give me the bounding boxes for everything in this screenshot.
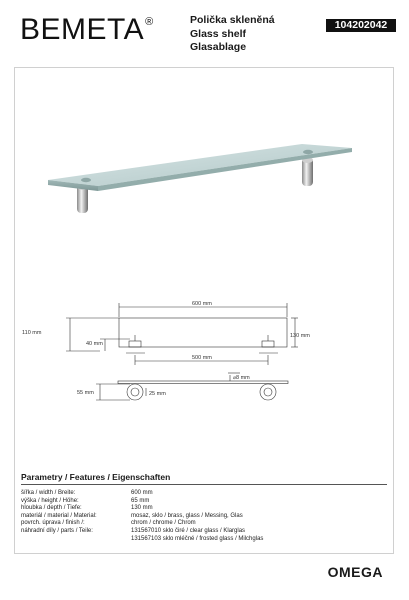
glass-thickness-label: 8 mm bbox=[236, 375, 250, 381]
product-titles bbox=[190, 14, 275, 55]
param-label: hloubka / depth / Tiefe: bbox=[21, 505, 82, 512]
title-english: Glass shelf bbox=[190, 27, 247, 40]
title-german: Glasablage bbox=[190, 41, 247, 53]
registered-mark: ® bbox=[145, 16, 154, 28]
left-cap bbox=[81, 178, 91, 182]
inner-diameter-label: 25 mm bbox=[149, 391, 166, 397]
param-label: náhradní díly / parts / Teile: bbox=[21, 527, 93, 534]
param-label: výška / height / Höhe: bbox=[21, 497, 79, 504]
product-photo bbox=[40, 130, 370, 230]
diameter-symbol: ⌀ bbox=[233, 375, 237, 381]
product-code-badge: 104202042 bbox=[326, 19, 396, 32]
param-value: 130 mm bbox=[131, 505, 153, 512]
offset-dimension-label: 40 mm bbox=[86, 341, 103, 347]
param-value: 600 mm bbox=[131, 490, 153, 496]
right-bracket bbox=[302, 157, 313, 186]
parameters-title: Parametry / Features / Eigenschaften bbox=[21, 472, 171, 482]
param-value: mosaz, sklo / brass, glass / Messing, Glas bbox=[131, 512, 243, 519]
param-label: materiál / material / Material: bbox=[21, 512, 97, 519]
technical-drawing bbox=[0, 295, 409, 410]
width-dimension-label: 600 mm bbox=[192, 301, 212, 307]
parameters-divider bbox=[21, 484, 387, 485]
param-value: 65 mm bbox=[131, 497, 150, 504]
series-name: OMEGA bbox=[327, 564, 383, 580]
holes-dimension-label: 500 mm bbox=[192, 355, 212, 361]
height-dimension-label: 110 mm bbox=[22, 330, 42, 336]
param-label: šířka / width / Breite: bbox=[21, 490, 76, 496]
right-cap bbox=[303, 150, 313, 154]
title-czech: Polička skleněná bbox=[190, 14, 275, 26]
param-value: 131567010 sklo čiré / clear glass / Klarglas bbox=[131, 527, 246, 534]
param-label: povrch. úprava / finish /: bbox=[21, 520, 85, 527]
param-value: 131567103 sklo mléčné / frosted glass / Milchglas bbox=[131, 535, 264, 542]
brand-logo-text: BEMETA bbox=[20, 13, 145, 46]
brand-logo bbox=[20, 12, 154, 48]
param-value: chrom / chrome / Chrom bbox=[131, 520, 196, 527]
outer-diameter-label: 55 mm bbox=[77, 390, 94, 396]
depth-dimension-label: 130 mm bbox=[290, 333, 310, 339]
